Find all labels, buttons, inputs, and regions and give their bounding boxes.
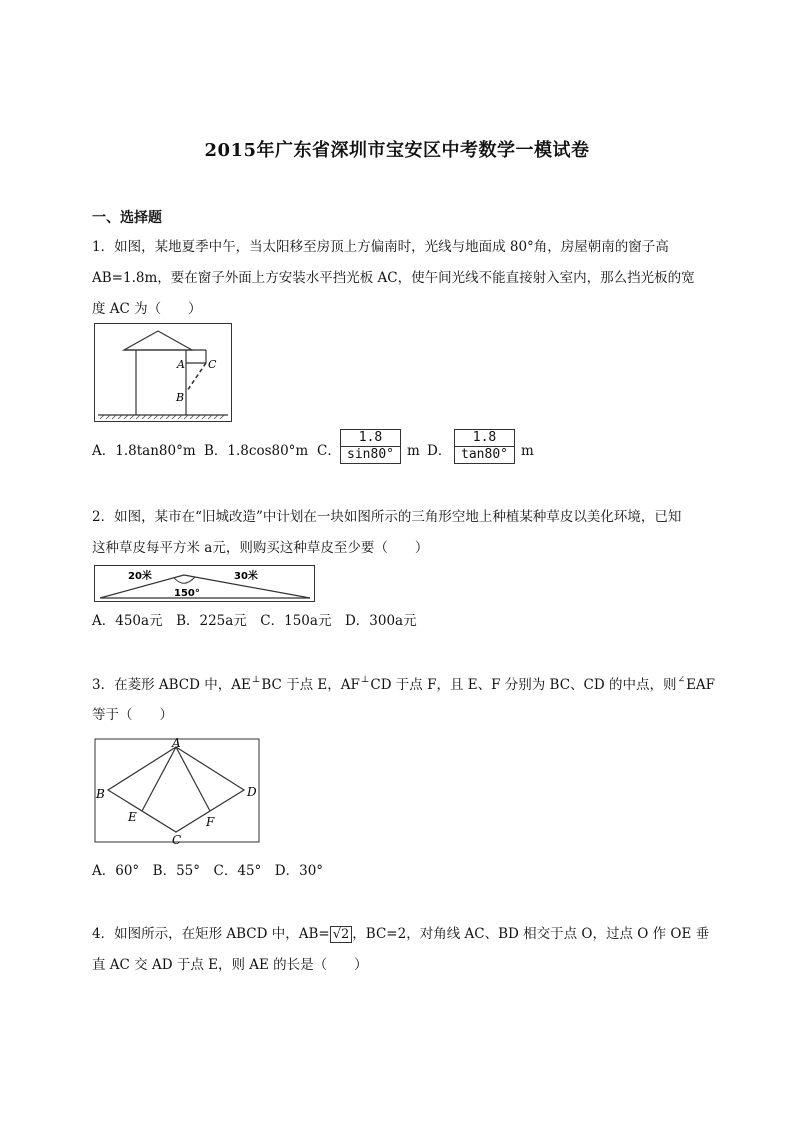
q3-options: A．60° B．55° C．45° D．30° [92,863,324,879]
q3-text-line2: 等于（ ） [92,707,173,723]
q1-label-c: C [208,358,217,371]
q3-label-d: D [247,785,257,799]
q1-option-a: A．1.8tan80°m [92,443,196,459]
q1-option-d-unit: m [521,443,534,459]
q3-text-part2: BC 于点 E，AF [261,677,360,693]
q2-text-line2: 这种草皮每平方米 a元，则购买这种草皮至少要（ ） [92,540,429,556]
q1-option-d-denominator: tan80° [461,447,508,462]
q1-text-line1: 1．如图，某地夏季中午，当太阳移至房顶上方偏南时，光线与地面成 80°角，房屋朝南的窗子高 [92,239,669,255]
q3-label-a: A [172,737,181,750]
q1-option-d-numerator: 1.8 [455,430,514,447]
q1-text-line3: 度 AC 为（ ） [92,301,202,317]
angle-symbol: ∠ [677,675,686,685]
q1-option-d-fraction [454,429,515,464]
q1-option-c-unit: m [407,443,420,459]
q2-text-line1: 2．如图，某市在“旧城改造”中计划在一块如图所示的三角形空地上种植某种草皮以美化环境，已知 [92,509,682,525]
q1-label-a: A [177,358,185,371]
q1-option-c-numerator: 1.8 [341,430,400,447]
q4-sqrt-value: √2 [330,926,353,943]
q3-text-part1: 3．在菱形 ABCD 中，AE [92,677,251,693]
q1-option-c-denominator: sin80° [347,447,394,462]
perpendicular-symbol: ⊥ [251,675,261,685]
section-heading: 一、选择题 [92,210,162,226]
q1-house-figure [94,323,234,423]
q3-label-c: C [172,833,182,847]
q1-text-line2: AB=1.8m，要在窗子外面上方安装水平挡光板 AC，使午间光线不能直接射入室内，那么挡光板的宽 [92,270,695,286]
q3-label-e: E [128,810,137,824]
q2-label-left-side: 20米 [128,571,152,582]
q3-text-part3: CD 于点 F，且 E、F 分别为 BC、CD 的中点，则 [370,677,677,693]
q1-label-b: B [176,391,185,404]
q2-triangle-figure [94,565,316,603]
q3-rhombus-figure [94,737,262,849]
q2-label-right-side: 30米 [234,571,258,582]
perpendicular-symbol: ⊥ [360,675,370,685]
q2-label-angle: 150° [174,588,200,599]
q4-text-line2: 直 AC 交 AD 于点 E，则 AE 的长是（ ） [92,957,368,973]
q3-text-part4: EAF [686,677,716,693]
q3-text-line1 [92,676,715,696]
q2-options: A．450a元 B．225a元 C．150a元 D．300a元 [92,613,417,629]
q1-option-b: B．1.8cos80°m [204,443,309,459]
q1-option-c-fraction [340,429,401,464]
q1-option-d-prefix: D． [427,443,452,459]
q3-label-b: B [96,787,105,801]
q1-option-c-prefix: C． [317,443,341,459]
q4-text-part1: 4．如图所示，在矩形 ABCD 中，AB= [92,926,330,942]
q4-text-line1 [92,925,709,943]
exam-title: 2015年广东省深圳市宝安区中考数学一模试卷 [204,140,590,161]
q3-label-f: F [206,815,215,829]
q4-text-part2: ，BC=2，对角线 AC、BD 相交于点 O，过点 O 作 OE 垂 [352,926,710,942]
